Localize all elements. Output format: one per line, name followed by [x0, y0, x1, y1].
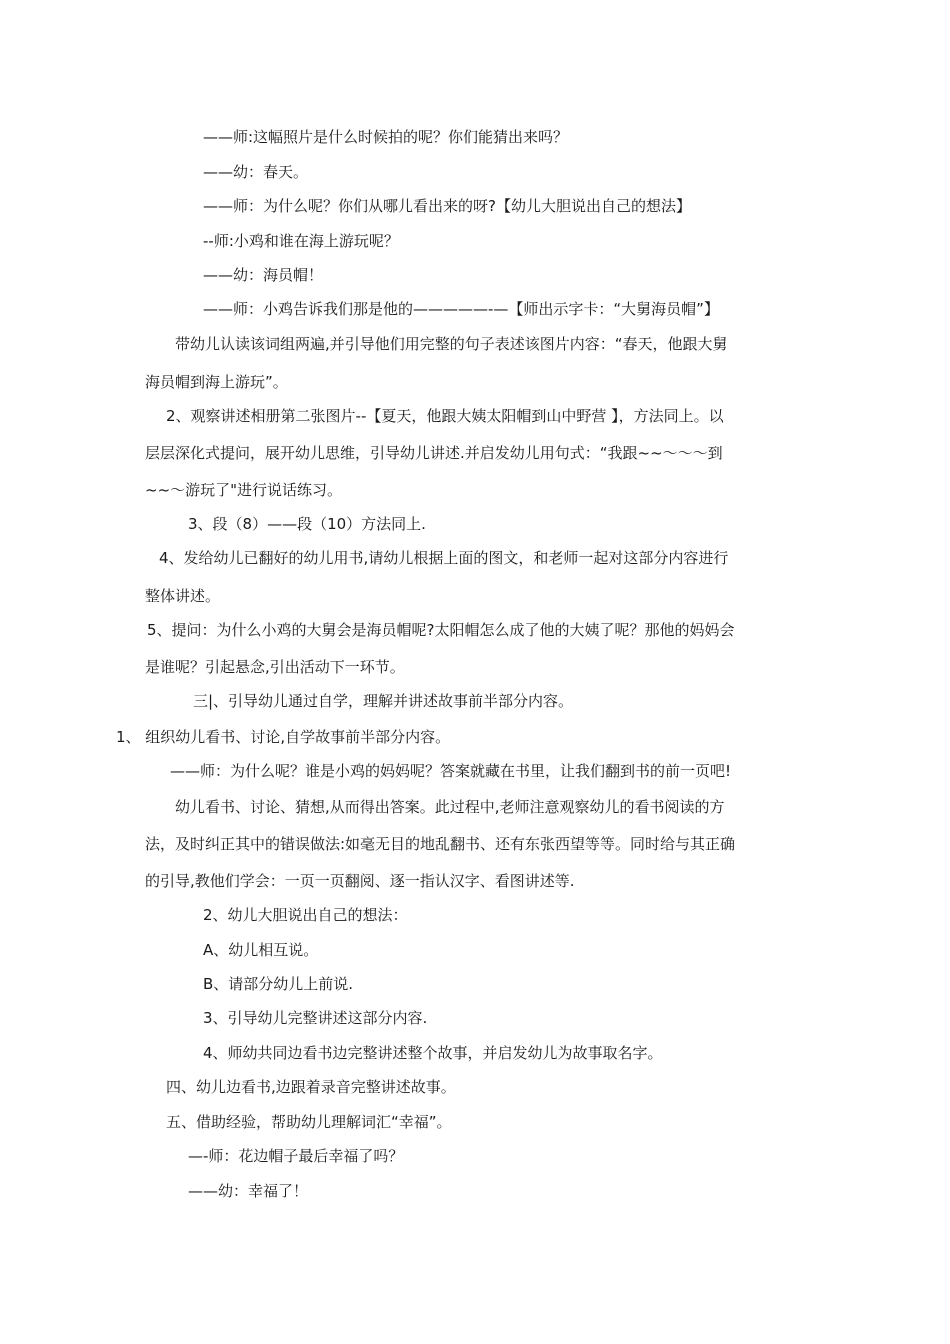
text-line: 三|、引导幼儿通过自学，理解并讲述故事前半部分内容。 [193, 692, 574, 710]
text-line: 海员帽到海上游玩”。 [145, 373, 288, 391]
text-line: 3、段（8）——段（10）方法同上. [188, 515, 426, 533]
text-line: 四、幼儿边看书,边跟着录音完整讲述故事。 [166, 1078, 456, 1096]
text-line: --师:小鸡和谁在海上游玩呢？ [203, 232, 399, 250]
text-line: ——幼：幸福了！ [188, 1182, 309, 1200]
text-line: 4、发给幼儿已翻好的幼儿用书,请幼儿根据上面的图文，和老师一起对这部分内容进行 [159, 549, 729, 567]
text-line: 4、师幼共同边看书边完整讲述整个故事，并启发幼儿为故事取名字。 [203, 1044, 663, 1062]
text-line: 的引导,教他们学会：一页一页翻阅、逐一指认汉字、看图讲述等. [145, 872, 575, 890]
text-line: ——师：为什么呢？你们从哪儿看出来的呀?【幼儿大胆说出自己的想法】 [203, 197, 691, 215]
text-line: —-师：花边帽子最后幸福了吗？ [188, 1147, 404, 1165]
text-line: 整体讲述。 [145, 587, 221, 605]
text-line: 是谁呢？引起悬念,引出活动下一环节。 [145, 658, 405, 676]
text-line: A、幼儿相互说。 [203, 941, 319, 959]
text-line: 3、引导幼儿完整讲述这部分内容. [203, 1009, 428, 1027]
text-line: 层层深化式提问，展开幼儿思维，引导幼儿讲述.并启发幼儿用句式：“我跟~~～～～到 [145, 444, 723, 462]
text-line: 五、借助经验，帮助幼儿理解词汇“幸福”。 [166, 1113, 452, 1131]
text-line: ——师：为什么呢？谁是小鸡的妈妈呢？答案就藏在书里，让我们翻到书的前一页吧! [170, 762, 732, 780]
text-line: ——师:这幅照片是什么时候拍的呢？你们能猜出来吗？ [203, 128, 569, 146]
text-line: 带幼儿认读该词组两遍,并引导他们用完整的句子表述该图片内容：“春天，他跟大舅 [175, 335, 728, 353]
text-line: ~~～游玩了"进行说话练习。 [145, 481, 343, 499]
text-line: 2、观察讲述相册第二张图片--【夏天，他跟大姨太阳帽到山中野营 】，方法同上。以 [166, 407, 724, 425]
text-line: 法，及时纠正其中的错误做法:如毫无目的地乱翻书、还有东张西望等等。同时给与其正确 [145, 835, 736, 853]
text-line: 2、幼儿大胆说出自己的想法： [203, 906, 408, 924]
text-line: ——幼：春天。 [203, 163, 309, 181]
text-line: 5、提问：为什么小鸡的大舅会是海员帽呢?太阳帽怎么成了他的大姨了呢？那他的妈妈会 [147, 621, 735, 639]
text-line: ——幼：海员帽！ [203, 266, 324, 284]
text-line: B、请部分幼儿上前说. [203, 975, 354, 993]
text-line: 幼儿看书、讨论、猜想,从而得出答案。此过程中,老师注意观察幼儿的看书阅读的方 [175, 798, 725, 816]
text-line: ——师：小鸡告诉我们那是他的—————-—【师出示字卡：“大舅海员帽”】 [203, 300, 719, 318]
text-line: 1、 组织幼儿看书、讨论,自学故事前半部分内容。 [116, 728, 451, 746]
